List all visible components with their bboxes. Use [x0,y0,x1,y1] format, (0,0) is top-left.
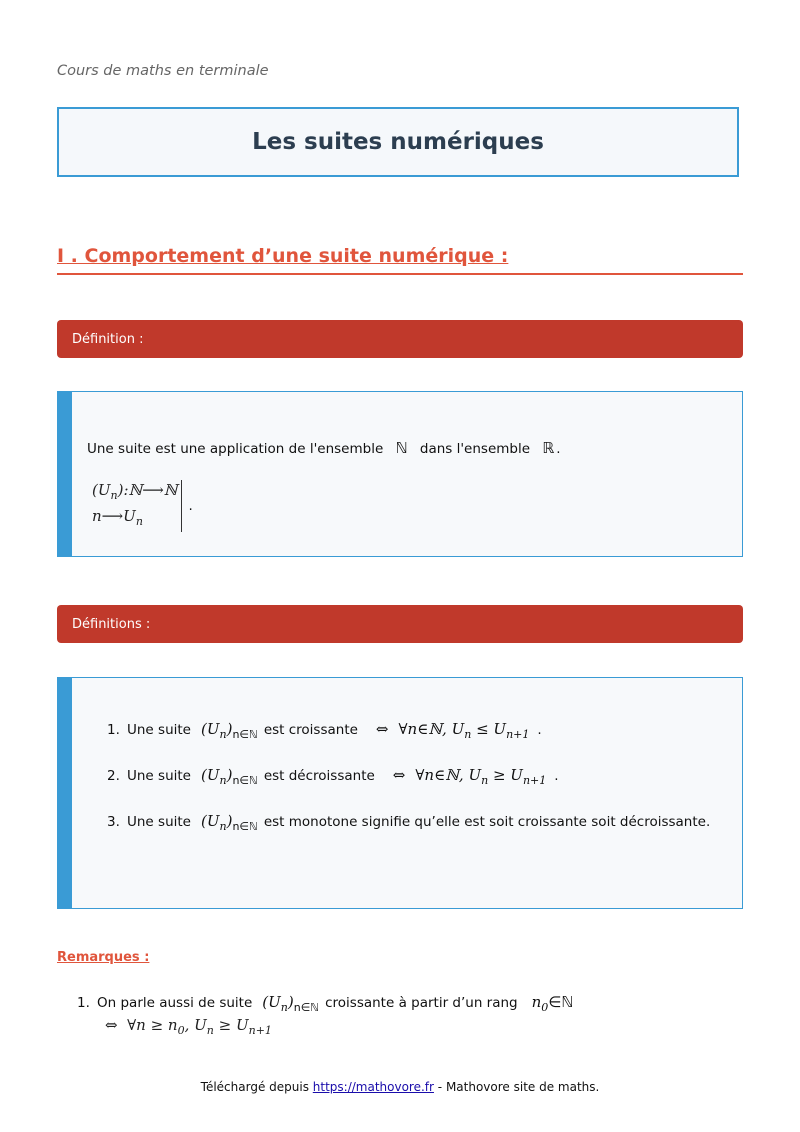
remark-item: 1. On parle aussi de suite $(U_n)_{n\in ℕ}$ croissante à partir d’un rang $n_0\in ℕ$ [77,993,574,1014]
page-title: Les suites numériques [252,129,544,155]
definition-bar [57,320,743,358]
list-item: 1. Une suite $(U_n)_{n\in ℕ}$ est croissante ⇔ ∀n∈ℕ, $U_n \le U_{n+1}$ . [107,720,542,741]
definition-text: Une suite est une application de l'ensemble ℕ dans l'ensemble ℝ . [87,439,561,457]
definition-formula: $(U_n):ℕ⟶ℕ$ $n⟶U_n$ . [92,480,193,532]
list-item: 3. Une suite $(U_n)_{n\in ℕ}$ est monotone signifie qu’elle est soit croissante soit décroissante. [107,812,711,833]
section-heading [57,245,743,275]
definitions-bar [57,605,743,643]
footer-link[interactable]: https://mathovore.fr [312,1080,434,1094]
remark-item-line2: ⇔ ∀n ≥ $n_0$, $U_n \ge U_{n+1}$ [105,1016,272,1037]
definition-box [57,391,743,557]
title-box [57,107,739,177]
footer: Téléchargé depuis https://mathovore.fr - Mathovore site de maths. [200,1080,600,1094]
section-title: I . Comportement d’une suite numérique : [57,245,509,267]
set-naturals: ℕ [395,439,408,457]
remarks-label: Remarques : [57,950,150,965]
list-item: 2. Une suite $(U_n)_{n\in ℕ}$ est décroissante ⇔ ∀n∈ℕ, $U_n \ge U_{n+1}$ . [107,766,559,787]
set-reals: ℝ [542,439,555,457]
definition-label: Définition : [72,331,144,347]
definitions-label: Définitions : [72,616,151,632]
definitions-box [57,677,743,909]
course-label: Cours de maths en terminale [57,63,269,79]
